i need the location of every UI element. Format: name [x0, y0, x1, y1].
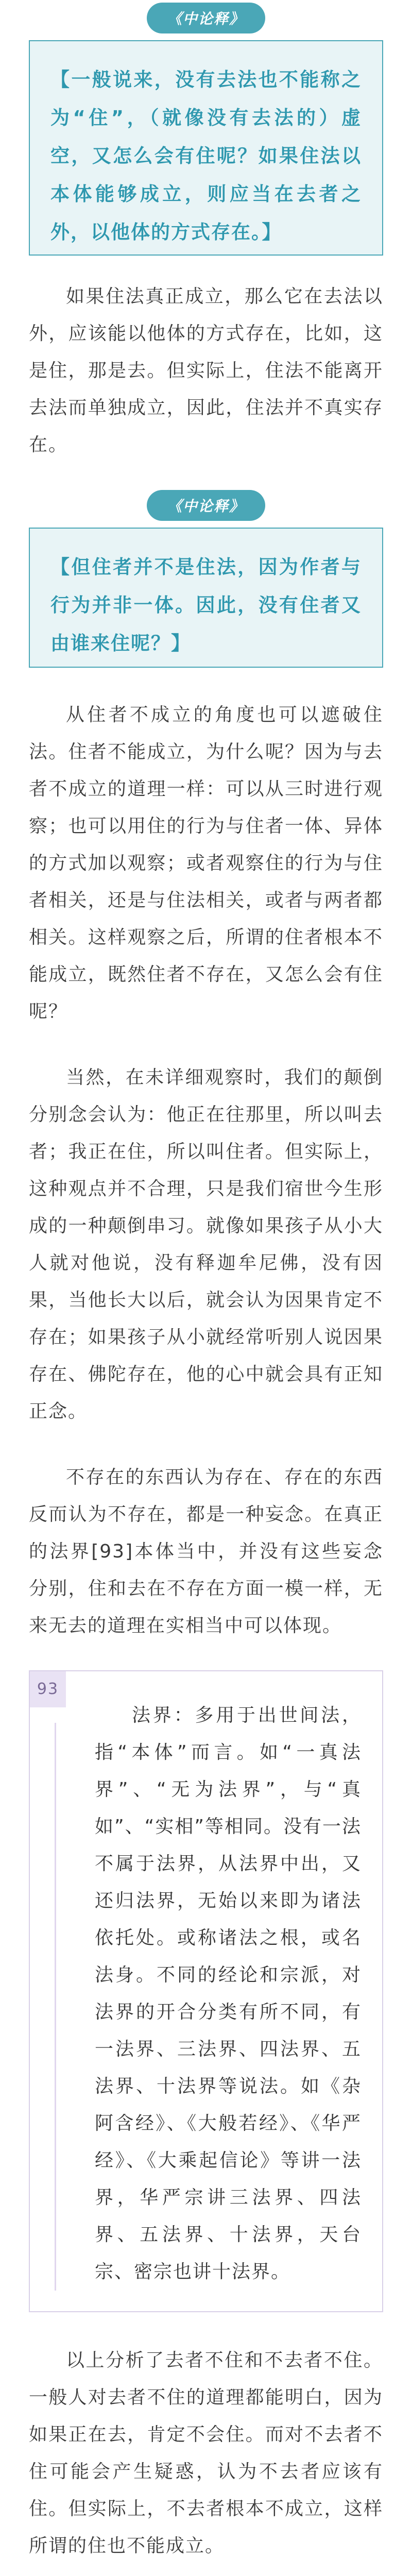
section-label-row	[29, 0, 383, 36]
section-label: 《中论释》	[147, 3, 265, 33]
quote-box	[29, 528, 383, 668]
footnote-text: 法界：多用于出世间法，指“本体”而言。如“一真法界”、“无为法界”，与“真如”、“实相”等相同。没有一法不属于法界，从法界中出，又还归法界，无始以来即为诸法依托处。或称诸法之根，或名法身。不同的经论和宗派，对法界的开合分类有所不同，有一法界、三法界、四法界、五法界、十法界等说法。如《杂阿含经》、《大般若经》、《华严经》、《大乘起信论》等讲一法界，华严宗讲三法界、四法界、五法界、十法界，天台宗、密宗也讲十法界。	[95, 1705, 362, 2282]
footnote-box	[29, 1670, 383, 2312]
body-paragraph: 当然，在未详细观察时，我们的颠倒分别念会认为：他正在往那里，所以叫去者；我正在住，所以叫住者。但实际上，这种观点并不合理，只是我们宿世今生形成的一种颠倒串习。就像如果孩子从小大人就对他说，没有释迦牟尼佛，没有因果，当他长大以后，就会认为因果肯定不存在；如果孩子从小就经常听别人说因果存在、佛陀存在，他的心中就会具有正知正念。	[29, 1067, 383, 1422]
quote-text: 【一般说来，没有去法也不能称之为“住”，（就像没有去法的）虚空，又怎么会有住呢？如果住法以本体能够成立，则应当在去者之外，以他体的方式存在。】	[50, 69, 362, 243]
body-paragraph: 以上分析了去者不住和不去者不住。一般人对去者不住的道理都能明白，因为如果正在去，肯定不会住。而对不去者不住可能会产生疑惑，认为不去者应该有住。但实际上，不去者根本不成立，这样所谓的住也不能成立。	[29, 2350, 383, 2556]
section-label-row	[29, 487, 383, 523]
body-paragraph: 如果住法真正成立，那么它在去法以外，应该能以他体的方式存在，比如，这是住，那是去。但实际上，住法不能离开去法而单独成立，因此，住法并不真实存在。	[29, 286, 383, 455]
quote-box	[29, 40, 383, 256]
quote-text: 【但住者并不是住法，因为作者与行为并非一体。因此，没有住者又由谁来住呢？】	[50, 556, 362, 654]
body-paragraph: 从住者不成立的角度也可以遮破住法。住者不能成立，为什么呢？因为与去者不成立的道理一样：可以从三时进行观察；也可以用住的行为与住者一体、异体的方式加以观察；或者观察住的行为与住者相关，还是与住法相关，或者与两者都相关。这样观察之后，所谓的住者根本不能成立，既然住者不存在，又怎么会有住呢？	[29, 704, 383, 1022]
footnote-number-tag: 93	[30, 1671, 66, 1707]
section-label: 《中论释》	[147, 490, 265, 521]
body-paragraph: 不存在的东西认为存在、存在的东西反而认为不存在，都是一种妄念。在真正的法界[93]本体当中，并没有这些妄念分别，住和去在不存在方面一模一样，无来无去的道理在实相当中可以体现。	[29, 1467, 383, 1636]
